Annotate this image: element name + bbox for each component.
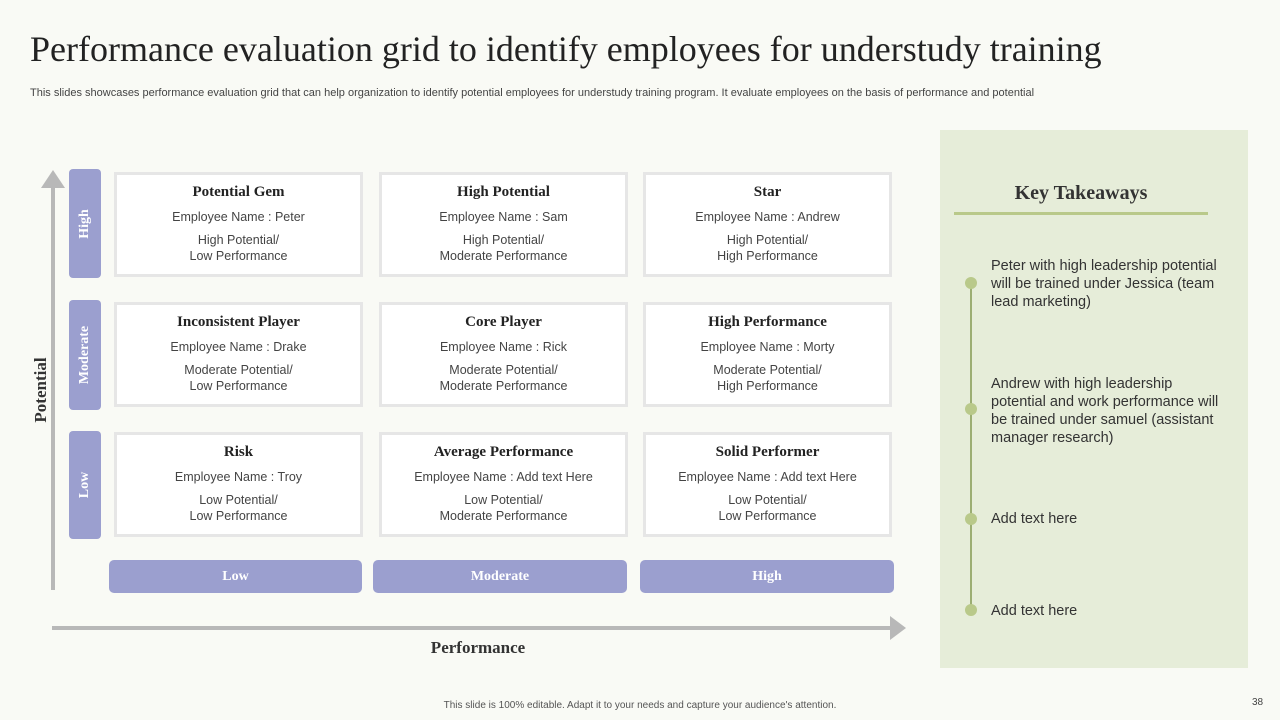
row-label-low: Low	[69, 431, 101, 539]
takeaway-item: Add text here	[991, 603, 1078, 619]
cell-title: Inconsistent Player	[177, 314, 300, 330]
takeaway-item: Andrew with high leadership potential and work performance will be trained under samuel (assistant manager research)	[991, 376, 1219, 446]
timeline-line	[970, 282, 972, 612]
row-label-high: High	[69, 169, 101, 278]
cell-description: Moderate Potential/ High Performance	[713, 363, 822, 393]
up-arrow-icon	[41, 170, 65, 188]
cell-description: Moderate Potential/ Low Performance	[184, 363, 293, 393]
grid-cell	[114, 432, 363, 537]
cell-employee-name: Employee Name : Rick	[439, 340, 568, 354]
x-axis-title: Performance	[430, 638, 526, 657]
cell-title: Potential Gem	[192, 184, 285, 200]
cell-title: High Performance	[708, 314, 827, 330]
bullet-dot-icon	[965, 604, 977, 616]
cell-employee-name: Employee Name : Peter	[172, 210, 305, 224]
cell-employee-name: Employee Name : Sam	[439, 210, 568, 224]
slide-subtitle: This slides showcases performance evaluation grid that can help organization to identify potential employees for understudy training program. It evaluate employees on the basis of performance and potential	[30, 87, 1035, 99]
cell-employee-name: Employee Name : Troy	[174, 470, 303, 484]
right-arrow-icon	[890, 616, 906, 640]
row-label-moderate: Moderate	[69, 300, 101, 410]
slide-footer: This slide is 100% editable. Adapt it to your needs and capture your audience's attention.	[443, 700, 837, 711]
bullet-dot-icon	[965, 403, 977, 415]
grid-cell	[643, 172, 892, 277]
page-number: 38	[1252, 697, 1264, 708]
key-takeaways-title: Key Takeaways	[1014, 182, 1148, 204]
y-axis-title: Potential	[31, 357, 50, 423]
grid-cell	[114, 302, 363, 407]
col-label-low: Low	[109, 560, 362, 593]
cell-title: High Potential	[457, 184, 550, 200]
grid-cell	[643, 302, 892, 407]
col-label-moderate: Moderate	[373, 560, 627, 593]
slide-title: Performance evaluation grid to identify employees for understudy training	[30, 29, 1102, 69]
cell-description: Low Potential/ Low Performance	[718, 493, 817, 523]
cell-description: Low Potential/ Low Performance	[189, 493, 288, 523]
cell-title: Star	[753, 184, 782, 200]
cell-description: High Potential/ High Performance	[717, 233, 818, 263]
grid-cell	[379, 172, 628, 277]
cell-description: High Potential/ Moderate Performance	[439, 233, 568, 263]
grid-cell	[643, 432, 892, 537]
cell-title: Core Player	[465, 314, 542, 330]
takeaway-item: Peter with high leadership potential will be trained under Jessica (team lead marketing)	[991, 258, 1217, 310]
cell-employee-name: Employee Name : Add text Here	[414, 470, 593, 484]
cell-employee-name: Employee Name : Add text Here	[678, 470, 857, 484]
cell-title: Solid Performer	[715, 444, 820, 460]
cell-title: Average Performance	[433, 444, 574, 460]
col-label-high: High	[640, 560, 894, 593]
title-underline	[954, 212, 1208, 215]
cell-employee-name: Employee Name : Morty	[700, 340, 835, 354]
cell-description: Low Potential/ Moderate Performance	[439, 493, 568, 523]
takeaway-item: Add text here	[991, 511, 1078, 527]
cell-employee-name: Employee Name : Drake	[170, 340, 307, 354]
bullet-dot-icon	[965, 277, 977, 289]
performance-axis-line	[52, 626, 894, 630]
potential-axis-line	[51, 184, 55, 590]
cell-title: Risk	[223, 444, 254, 460]
grid-cell	[114, 172, 363, 277]
cell-employee-name: Employee Name : Andrew	[695, 210, 840, 224]
grid-cell	[379, 302, 628, 407]
grid-cell	[379, 432, 628, 537]
bullet-dot-icon	[965, 513, 977, 525]
cell-description: Moderate Potential/ Moderate Performance	[439, 363, 568, 393]
cell-description: High Potential/ Low Performance	[189, 233, 288, 263]
